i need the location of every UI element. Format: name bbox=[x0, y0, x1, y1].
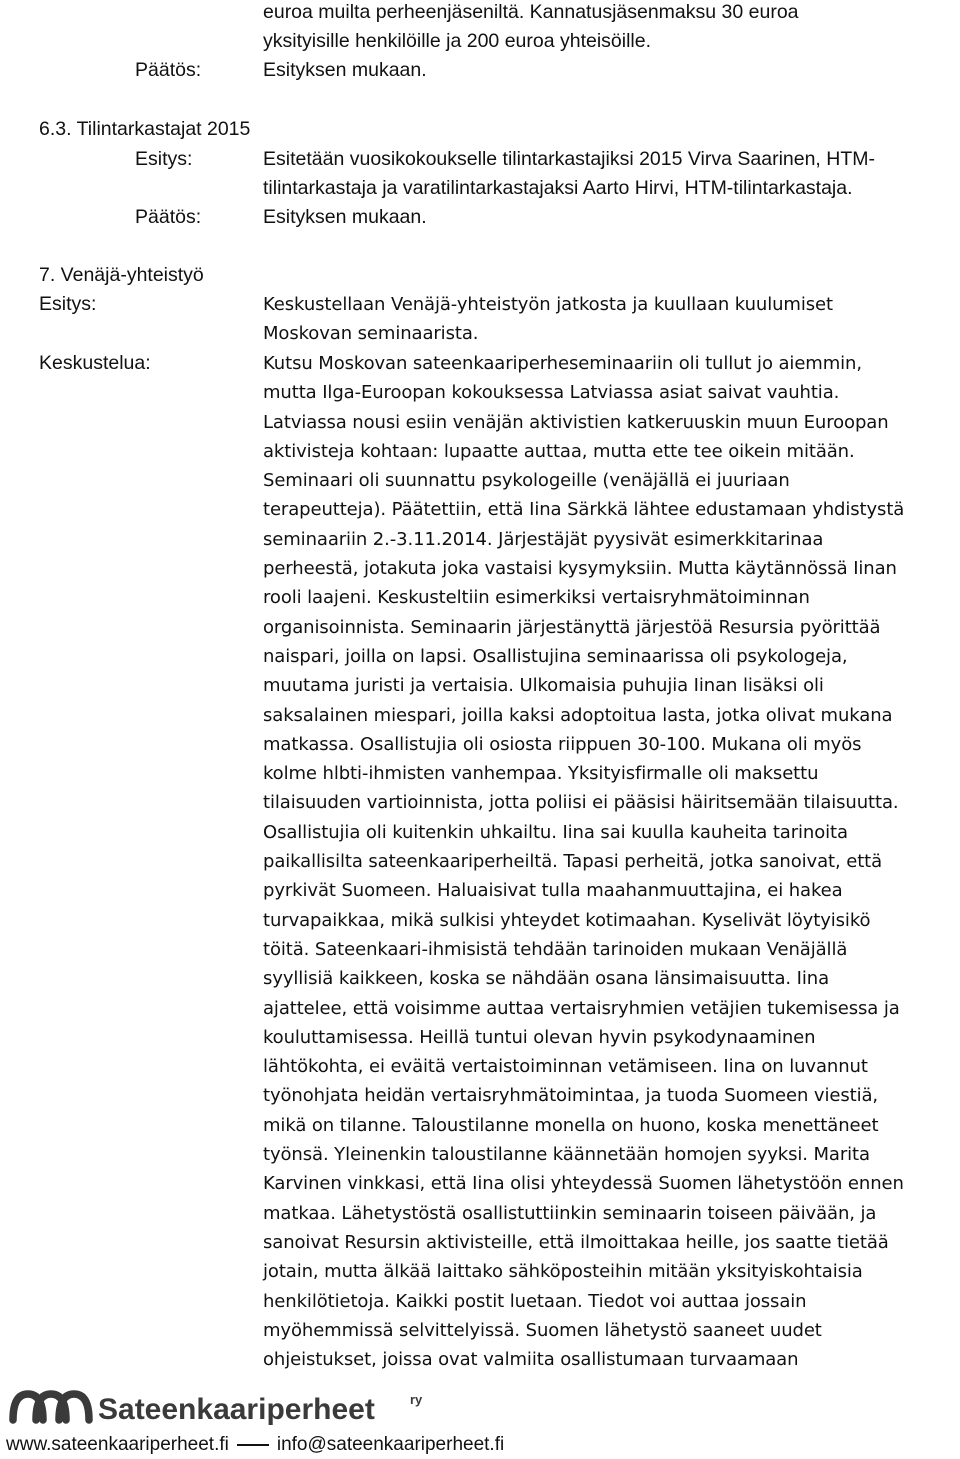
text-line: naispari, joilla on lapsi. Osallistujina seminaarissa oli psykologeja, bbox=[263, 645, 848, 667]
sateenkaariperheet-logo bbox=[6, 1382, 466, 1434]
text-line: syyllisiä kaikkeen, koska se nähdään osana länsimaisuutta. Iina bbox=[263, 968, 830, 990]
text-line: tilintarkastaja ja varatilintarkastajaksi Aarto Hirvi, HTM-tilintarkastaja. bbox=[263, 177, 853, 199]
website-link[interactable]: www.sateenkaariperheet.fi bbox=[6, 1434, 229, 1455]
text-line: perheestä, jotakuta joka vastaisi kysymyksiin. Mutta käytännössä Iinan bbox=[263, 558, 897, 580]
logo-mark-icon bbox=[13, 1394, 89, 1420]
text-line: matkassa. Osallistujia oli osiosta riippuen 30-100. Mukana oli myös bbox=[263, 733, 862, 755]
text-line: rooli laajeni. Keskusteltiin esimerkiksi vertaisryhmätoiminnan bbox=[263, 587, 810, 609]
text-line: matkaa. Lähetystöstä osallistuttiinkin seminaarin toiseen päivään, ja bbox=[263, 1202, 877, 1224]
text-line: Esitetään vuosikokoukselle tilintarkastajiksi 2015 Virva Saarinen, HTM- bbox=[263, 148, 876, 170]
text-line: yksityisille henkilöille ja 200 euroa yhteisöille. bbox=[263, 30, 652, 52]
top-continuation bbox=[263, 0, 799, 56]
text-line: Osallistujia oli kuitenkin uhkailtu. Iina sai kuulla kauheita tarinoita bbox=[263, 821, 848, 843]
text-line: kolme hlbti-ihmisten vanhempaa. Yksityisfirmalle oli maksettu bbox=[263, 763, 819, 785]
text-line: aktivisteja kohtaan: lupaatte auttaa, mutta ette tee oikein mitään. bbox=[263, 440, 855, 462]
esitys-text bbox=[263, 290, 833, 349]
logo-suffix: ry bbox=[410, 1392, 423, 1407]
paatos-label: Päätös: bbox=[135, 206, 202, 228]
text-line: sanoivat Resursin aktivisteille, että ilmoittakaa heille, jos saatte tietää bbox=[263, 1231, 889, 1253]
text-line: Karvinen vinkkasi, että Iina olisi yhteydessä Suomen lähetystöön ennen bbox=[263, 1173, 904, 1195]
keskustelu-text bbox=[263, 349, 904, 1374]
esitys-text bbox=[263, 145, 875, 203]
section-heading-6-3: 6.3. Tilintarkastajat 2015 bbox=[39, 118, 251, 140]
keskustelu-label: Keskustelua: bbox=[39, 352, 151, 374]
esitys-label: Esitys: bbox=[39, 293, 97, 315]
text-line: henkilötietoja. Kaikki postit luetaan. Tiedot voi auttaa jossain bbox=[263, 1290, 807, 1312]
email-link[interactable]: info@sateenkaariperheet.fi bbox=[276, 1434, 505, 1455]
text-line: Kutsu Moskovan sateenkaariperheseminaariin oli tullut jo aiemmin, bbox=[263, 353, 862, 374]
text-line: pyrkivät Suomeen. Haluaisivat tulla maahanmuuttajina, ei hakea bbox=[263, 880, 843, 902]
section-heading-7: 7. Venäjä-yhteistyö bbox=[39, 264, 204, 286]
paatos-text: Esityksen mukaan. bbox=[263, 59, 427, 81]
text-line: organisoinnista. Seminaarin järjestänyttä järjestöä Resursia pyörittää bbox=[263, 616, 881, 638]
esitys-label: Esitys: bbox=[135, 148, 193, 170]
text-line: mutta Ilga-Euroopan kokouksessa Latviassa asiat saivat vauhtia. bbox=[263, 382, 840, 404]
divider bbox=[237, 1444, 269, 1446]
text-line: työnsä. Yleinenkin taloustilanne käännetään homojen syyksi. Marita bbox=[263, 1144, 870, 1166]
text-line: euroa muilta perheenjäseniltä. Kannatusjäsenmaksu 30 euroa bbox=[263, 1, 799, 23]
paatos-text: Esityksen mukaan. bbox=[263, 206, 427, 228]
paatos-label: Päätös: bbox=[135, 59, 202, 81]
text-line: terapeutteja). Päätettiin, että Iina Särkkä lähtee edustamaan yhdistystä bbox=[263, 499, 905, 521]
text-line: paikallisilta sateenkaariperheiltä. Tapasi perheitä, jotka sanoivat, että bbox=[263, 851, 883, 873]
text-line: turvapaikkaa, mikä sulkisi yhteydet kotimaahan. Kyselivät löytyisikö bbox=[263, 909, 871, 931]
footer-contact bbox=[6, 1431, 504, 1459]
text-line: jotain, mutta älkää laittako sähköposteihin mitään yksityiskohtaisia bbox=[263, 1261, 863, 1283]
text-line: Latviassa nousi esiin venäjän aktivistien katkeruuskin muun Euroopan bbox=[263, 411, 889, 433]
text-line: saksalainen miespari, joilla kaksi adoptoitua lasta, jotka olivat mukana bbox=[263, 704, 893, 726]
text-line: mikä on tilanne. Taloustilanne monella on huono, koska menettäneet bbox=[263, 1114, 879, 1136]
text-line: Seminaari oli suunnattu psykologeille (venäjällä ei juuriaan bbox=[263, 470, 790, 492]
text-line: muutama juristi ja vertaisia. Ulkomaisia puhujia Iinan lisäksi oli bbox=[263, 675, 824, 697]
text-line: lähtökohta, ei eväitä vertaistoiminnan vetämiseen. Iina on luvannut bbox=[263, 1056, 868, 1078]
text-line: Keskustellaan Venäjä-yhteistyön jatkosta ja kuullaan kuulumiset bbox=[263, 294, 833, 315]
text-line: ajattelee, että voisimme auttaa vertaisryhmien vetäjien tukemisessa ja bbox=[263, 997, 900, 1019]
text-line: töitä. Sateenkaari-ihmisistä tehdään tarinoiden mukaan Venäjällä bbox=[263, 938, 848, 960]
text-line: kouluttamisessa. Heillä tuntui olevan hyvin psykodynaaminen bbox=[263, 1026, 816, 1048]
text-line: myöhemmissä selvittelyissä. Suomen lähetystö saaneet uudet bbox=[263, 1319, 822, 1341]
logo-text: Sateenkaariperheet bbox=[98, 1393, 375, 1426]
text-line: työnohjata heidän vertaisryhmätoimintaa, ja tuoda Suomeen viestiä, bbox=[263, 1085, 879, 1107]
text-line: tilaisuuden vartioinnista, jotta poliisi ei pääsisi häiritsemään tilaisuutta. bbox=[263, 792, 899, 814]
text-line: Moskovan seminaarista. bbox=[263, 323, 479, 345]
text-line: seminaariin 2.-3.11.2014. Järjestäjät pyysivät esimerkkitarinaa bbox=[263, 528, 824, 550]
text-line: ohjeistukset, joissa ovat valmiita osallistumaan turvaamaan bbox=[263, 1349, 799, 1371]
